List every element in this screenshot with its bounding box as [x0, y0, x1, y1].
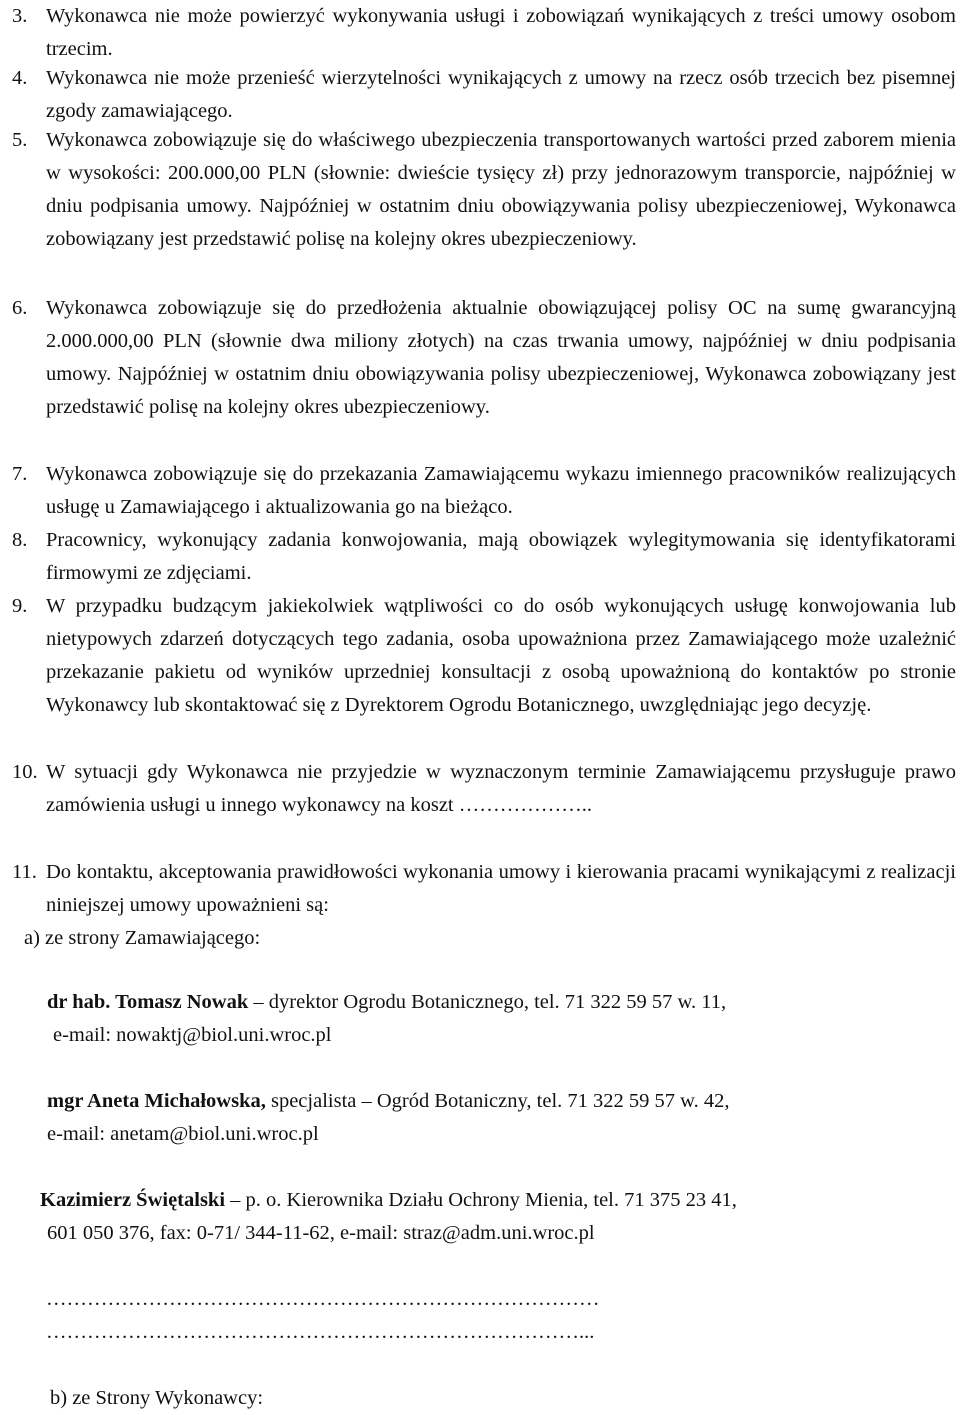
list-item — [12, 124, 956, 256]
contact-phone-fax-email: 601 050 376, fax: 0-71/ 344-11-62, e-mail: straz@adm.uni.wroc.pl — [47, 1222, 595, 1244]
item-number: 3. — [12, 5, 28, 27]
item-text: Wykonawca nie może powierzyć wykonywania usługi i zobowiązań wynikających z treści umowy osobom trzecim. — [46, 5, 956, 60]
contact-details: – p. o. Kierownika Działu Ochrony Mienia, tel. 71 375 23 41, — [225, 1189, 737, 1211]
list-item — [12, 524, 956, 590]
dotted-line: ……………………………………………………………………… — [46, 1288, 600, 1310]
item-number: 5. — [12, 129, 28, 151]
contact-line — [47, 1085, 730, 1118]
item-number: 6. — [12, 297, 28, 319]
item-number: 11. — [12, 861, 37, 883]
item-text: Do kontaktu, akceptowania prawidłowości wykonania umowy i kierowania pracami wynikającymi z realizacji niniejszej umowy upoważnieni są: — [46, 861, 956, 916]
list-item — [12, 62, 956, 128]
list-item — [12, 756, 956, 822]
list-item — [12, 590, 956, 722]
item-text: W przypadku budzącym jakiekolwiek wątpliwości co do osób wykonujących usługę konwojowania lub nietypowych zdarzeń dotyczących tego zadania, osoba upoważniona przez Zamawiającego może uzależnić przekazanie pakietu od wyników uprzedniej konsultacji z osobą upoważnioną do kontaktów po stronie Wykonawcy lub skontaktować się z Dyrektorem Ogrodu Botanicznego, uwzględniając jego decyzję. — [46, 595, 956, 716]
section-a-heading: a) ze strony Zamawiającego: — [24, 927, 261, 949]
item-number: 7. — [12, 463, 28, 485]
contact-email: e-mail: anetam@biol.uni.wroc.pl — [47, 1123, 319, 1145]
contact-name: dr hab. Tomasz Nowak — [47, 991, 249, 1013]
contact-line — [47, 986, 726, 1019]
item-number: 4. — [12, 67, 28, 89]
item-text: Pracownicy, wykonujący zadania konwojowania, mają obowiązek wylegitymowania się identyfikatorami firmowymi ze zdjęciami. — [46, 529, 956, 584]
item-text: Wykonawca nie może przenieść wierzytelności wynikających z umowy na rzecz osób trzecich bez pisemnej zgody zamawiającego. — [46, 67, 956, 122]
list-item — [12, 856, 956, 922]
contact-line — [40, 1184, 737, 1217]
dotted-line: ……………………………………………………………………... — [46, 1321, 595, 1343]
list-item — [12, 0, 956, 66]
contact-name: mgr Aneta Michałowska, — [47, 1090, 266, 1112]
item-text: Wykonawca zobowiązuje się do przedłożenia aktualnie obowiązującej polisy OC na sumę gwarancyjną 2.000.000,00 PLN (słownie dwa miliony złotych) na czas trwania umowy, najpóźniej w dniu podpisania umowy. Najpóźniej w ostatnim dniu obowiązywania polisy ubezpieczeniowej, Wykonawca zobowiązany jest przedstawić polisę na kolejny okres ubezpieczeniowy. — [46, 297, 956, 418]
item-text: W sytuacji gdy Wykonawca nie przyjedzie w wyznaczonym terminie Zamawiającemu przysługuje prawo zamówienia usługi u innego wykonawcy na koszt ……………….. — [46, 761, 956, 816]
item-text: Wykonawca zobowiązuje się do przekazania Zamawiającemu wykazu imiennego pracowników realizujących usługę u Zamawiającego i aktualizowania go na bieżąco. — [46, 463, 956, 518]
item-number: 8. — [12, 529, 28, 551]
item-number: 10. — [12, 761, 38, 783]
section-b-heading: b) ze Strony Wykonawcy: — [50, 1387, 264, 1409]
contact-name: Kazimierz Świętalski — [40, 1189, 226, 1211]
contact-email: e-mail: nowaktj@biol.uni.wroc.pl — [53, 1024, 332, 1046]
contact-details: – dyrektor Ogrodu Botanicznego, tel. 71 322 59 57 w. 11, — [248, 991, 727, 1013]
list-item — [12, 292, 956, 424]
list-item — [12, 458, 956, 524]
item-number: 9. — [12, 595, 28, 617]
contact-details: specjalista – Ogród Botaniczny, tel. 71 322 59 57 w. 42, — [265, 1090, 730, 1112]
item-text: Wykonawca zobowiązuje się do właściwego ubezpieczenia transportowanych wartości przed zaborem mienia w wysokości: 200.000,00 PLN (słownie: dwieście tysięcy zł) przy jednorazowym transporcie, najpóźniej w dniu podpisania umowy. Najpóźniej w ostatnim dniu obowiązywania polisy ubezpieczeniowej, Wykonawca zobowiązany jest przedstawić polisę na kolejny okres ubezpieczeniowy. — [46, 129, 956, 250]
